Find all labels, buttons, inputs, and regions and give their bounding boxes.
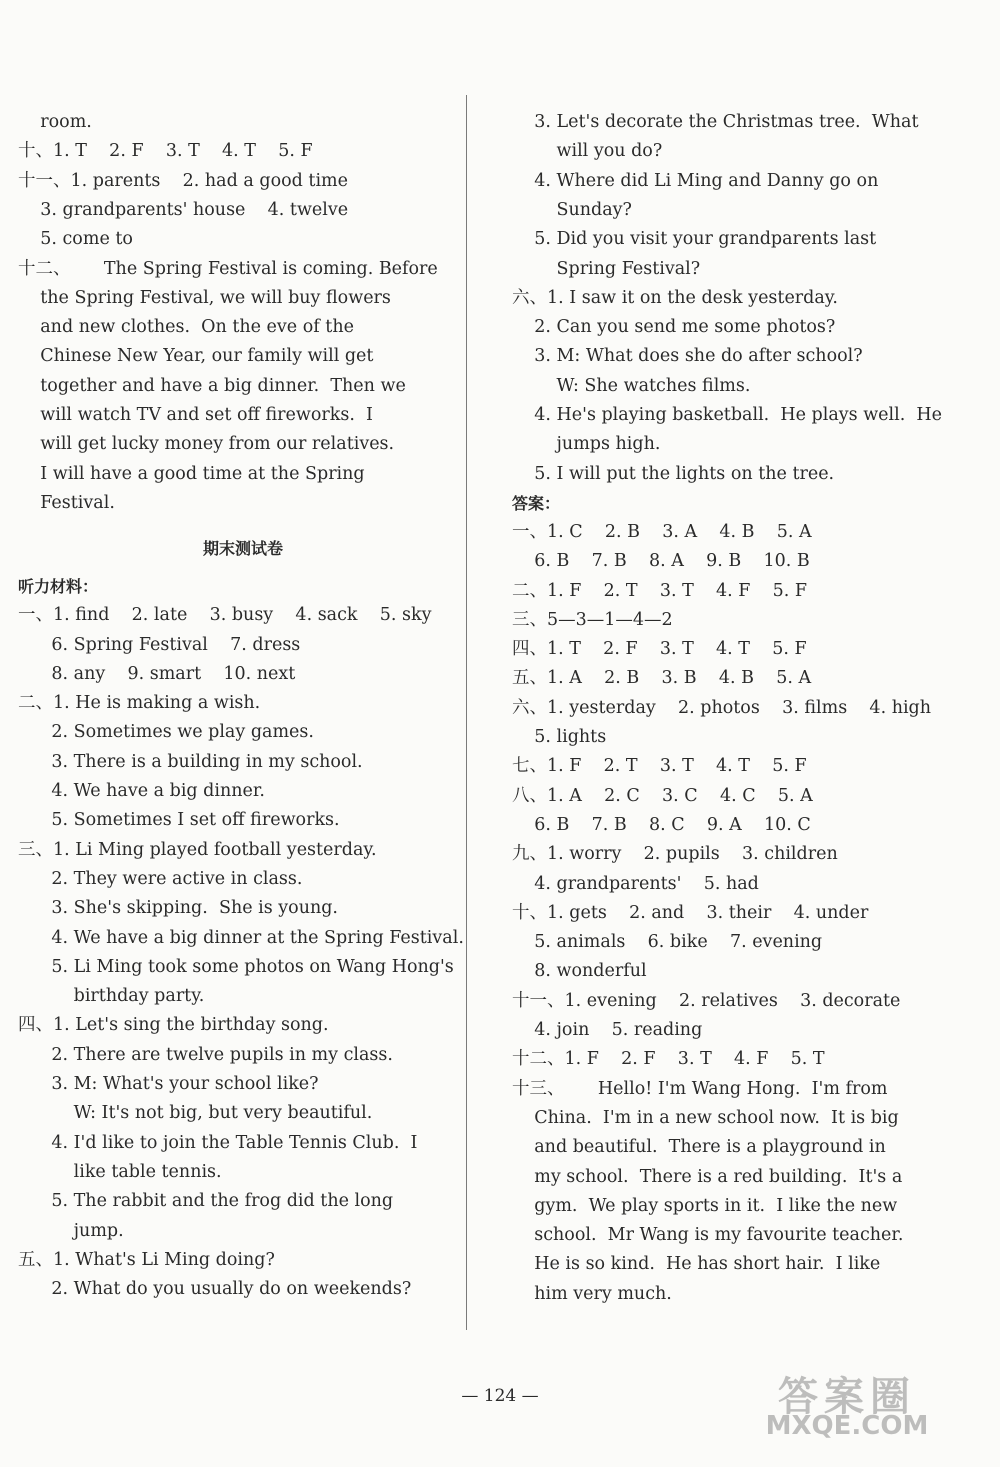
- text-line: 8. wonderful: [512, 961, 647, 982]
- page-number: — 124 —: [461, 1386, 539, 1406]
- text-line: 3. grandparents' house 4. twelve: [18, 199, 349, 220]
- text-line: W: She watches films.: [512, 375, 751, 396]
- text-line: 四、1. T 2. F 3. T 4. T 5. F: [512, 639, 807, 660]
- text-line: 6. B 7. B 8. C 9. A 10. C: [512, 814, 811, 835]
- text-line: him very much.: [512, 1283, 672, 1304]
- text-line: 2. What do you usually do on weekends?: [18, 1279, 412, 1300]
- text-line: 5. Did you visit your grandparents last: [512, 229, 877, 250]
- text-line: 五、1. A 2. B 3. B 4. B 5. A: [512, 668, 812, 689]
- text-line: 七、1. F 2. T 3. T 4. T 5. F: [512, 756, 807, 777]
- text-line: and beautiful. There is a playground in: [512, 1137, 886, 1158]
- text-line: 2. Sometimes we play games.: [18, 722, 314, 743]
- text-line: 3. Let's decorate the Christmas tree. What: [512, 112, 919, 132]
- text-line: 十、1. gets 2. and 3. their 4. under: [512, 902, 869, 923]
- watermark-logo: [722, 1365, 972, 1445]
- text-line: will get lucky money from our relatives.: [18, 434, 395, 455]
- text-line: 2. Can you send me some photos?: [512, 317, 836, 338]
- text-line: 4. He's playing basketball. He plays well. He: [512, 405, 943, 425]
- text-line: jumps high.: [512, 434, 661, 455]
- text-line: gym. We play sports in it. I like the new: [512, 1195, 898, 1216]
- text-line: Spring Festival?: [512, 258, 701, 279]
- watermark-sub: MXQE.COM: [765, 1411, 929, 1441]
- text-line: 8. any 9. smart 10. next: [18, 663, 296, 684]
- text-line: Festival.: [18, 492, 115, 513]
- text-line: 5. animals 6. bike 7. evening: [512, 932, 823, 953]
- text-line: room.: [18, 112, 92, 132]
- text-line: and new clothes. On the eve of the: [18, 317, 354, 338]
- text-line: 2. They were active in class.: [18, 868, 303, 889]
- text-line: 5. The rabbit and the frog did the long: [18, 1191, 394, 1212]
- text-line: my school. There is a red building. It's a: [512, 1166, 903, 1187]
- text-line: 四、1. Let's sing the birthday song.: [18, 1015, 329, 1036]
- text-line: 5. come to: [18, 229, 133, 250]
- text-line: 九、1. worry 2. pupils 3. children: [512, 844, 838, 865]
- text-line: 4. Where did Li Ming and Danny go on: [512, 170, 879, 191]
- text-line: together and have a big dinner. Then we: [18, 375, 406, 396]
- text-line: 4. We have a big dinner at the Spring Festival.: [18, 927, 464, 948]
- text-line: 六、1. yesterday 2. photos 3. films 4. high: [512, 697, 932, 718]
- text-line: will you do?: [512, 141, 663, 162]
- text-line: school. Mr Wang is my favourite teacher.: [512, 1225, 904, 1246]
- text-line: 八、1. A 2. C 3. C 4. C 5. A: [512, 785, 813, 806]
- text-line: 十一、1. evening 2. relatives 3. decorate: [512, 990, 901, 1011]
- listening-heading: 听力材料：: [18, 577, 99, 597]
- text-line: He is so kind. He has short hair. I like: [512, 1254, 881, 1275]
- text-line: 6. Spring Festival 7. dress: [18, 634, 301, 655]
- text-line: jump.: [18, 1220, 124, 1241]
- text-line: 六、1. I saw it on the desk yesterday.: [512, 287, 838, 308]
- text-line: Chinese New Year, our family will get: [18, 346, 374, 367]
- text-line: 5. Li Ming took some photos on Wang Hong's: [18, 956, 454, 977]
- text-line: 3. M: What's your school like?: [18, 1074, 319, 1094]
- text-line: 三、1. Li Ming played football yesterday.: [18, 839, 377, 860]
- text-line: 三、5—3—1—4—2: [512, 609, 673, 630]
- text-line: 2. There are twelve pupils in my class.: [18, 1044, 393, 1065]
- text-line: will watch TV and set off fireworks. I: [18, 405, 373, 425]
- section-title: 期末测试卷: [202, 539, 283, 559]
- text-line: 5. I will put the lights on the tree.: [512, 463, 835, 484]
- text-line: 十三、 Hello! I'm Wang Hong. I'm from: [512, 1078, 888, 1099]
- text-line: 3. There is a building in my school.: [18, 751, 363, 772]
- text-line: 十二、1. F 2. F 3. T 4. F 5. T: [512, 1049, 825, 1070]
- text-line: 3. M: What does she do after school?: [512, 346, 863, 367]
- text-line: 一、1. C 2. B 3. A 4. B 5. A: [512, 521, 812, 542]
- answers-heading: 答案：: [512, 493, 561, 513]
- text-line: 3. She's skipping. She is young.: [18, 898, 338, 919]
- text-line: China. I'm in a new school now. It is big: [512, 1107, 899, 1128]
- text-line: 二、1. F 2. T 3. T 4. F 5. F: [512, 580, 808, 601]
- text-line: I will have a good time at the Spring: [18, 463, 365, 484]
- column-divider: [466, 95, 467, 1330]
- text-line: W: It's not big, but very beautiful.: [18, 1103, 373, 1124]
- text-line: 4. join 5. reading: [512, 1020, 703, 1040]
- text-line: 十二、 The Spring Festival is coming. Before: [18, 258, 438, 279]
- text-line: like table tennis.: [18, 1161, 222, 1182]
- text-line: 一、1. find 2. late 3. busy 4. sack 5. sky: [18, 605, 432, 626]
- text-line: birthday party.: [18, 986, 205, 1007]
- text-line: 二、1. He is making a wish.: [18, 693, 261, 714]
- text-line: Sunday?: [512, 199, 632, 220]
- text-line: 五、1. What's Li Ming doing?: [18, 1249, 275, 1270]
- text-line: 5. lights: [512, 727, 607, 747]
- text-line: 4. We have a big dinner.: [18, 781, 265, 801]
- watermark-main: 答案圈: [778, 1374, 916, 1420]
- text-line: 十一、1. parents 2. had a good time: [18, 170, 348, 191]
- text-line: 十、1. T 2. F 3. T 4. T 5. F: [18, 141, 313, 162]
- text-line: 4. I'd like to join the Table Tennis Club. I: [18, 1132, 418, 1153]
- text-line: 4. grandparents' 5. had: [512, 873, 759, 894]
- text-line: the Spring Festival, we will buy flowers: [18, 287, 391, 308]
- text-line: 5. Sometimes I set off fireworks.: [18, 810, 340, 831]
- text-line: 6. B 7. B 8. A 9. B 10. B: [512, 551, 810, 572]
